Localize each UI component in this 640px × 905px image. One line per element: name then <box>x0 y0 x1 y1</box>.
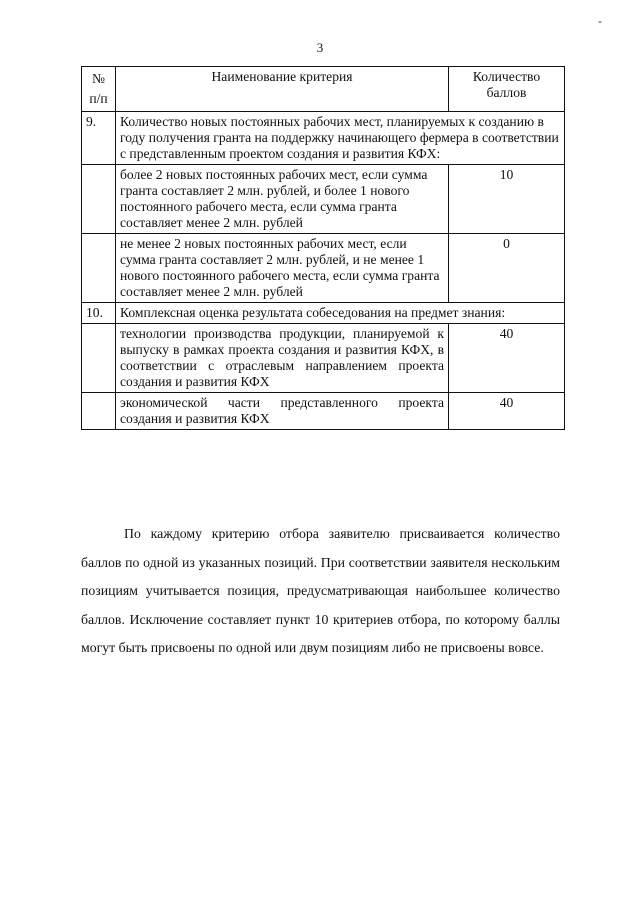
table-row <box>82 393 565 430</box>
option-score: 0 <box>449 234 565 303</box>
criterion-title: Комплексная оценка результата собеседования на предмет знания: <box>116 303 565 324</box>
empty-cell <box>82 234 116 303</box>
table-header-row <box>82 67 565 112</box>
criterion-title: Количество новых постоянных рабочих мест, планируемых к созданию в году получения гранта на поддержку начинающего фермера в соответствии с представленным проектом создания и развития КФХ: <box>116 112 565 165</box>
table-row <box>82 303 565 324</box>
table-row <box>82 324 565 393</box>
body-paragraph: По каждому критерию отбора заявителю присваивается количество баллов по одной из указанных позиций. При соответствии заявителя нескольким позициям учитывается позиция, предусматривающая наибольшее количество баллов. Исключение составляет пункт 10 критериев отбора, по которому баллы могут быть присвоены по одной или двум позициям либо не присвоены вовсе. <box>81 526 560 656</box>
criterion-option: технологии производства продукции, планируемой к выпуску в рамках проекта создания и развития КФХ, в соответствии с отраслевым направлением проекта создания и развития КФХ <box>116 324 449 393</box>
option-score: 40 <box>449 393 565 430</box>
empty-cell <box>82 324 116 393</box>
table-row <box>82 112 565 165</box>
corner-mark: - <box>598 14 602 28</box>
criterion-number: 10. <box>82 303 116 324</box>
option-score: 40 <box>449 324 565 393</box>
criterion-option: не менее 2 новых постоянных рабочих мест, если сумма гранта составляет 2 млн. рублей, и не менее 1 нового постоянного рабочего места, если сумма гранта составляет менее 2 млн. рублей <box>116 234 449 303</box>
table-row <box>82 165 565 234</box>
criterion-option: экономической части представленного проекта создания и развития КФХ <box>116 393 449 430</box>
table-row <box>82 234 565 303</box>
header-score: Количество баллов <box>449 67 565 112</box>
empty-cell <box>82 393 116 430</box>
option-score: 10 <box>449 165 565 234</box>
page-number: 3 <box>316 40 324 55</box>
empty-cell <box>82 165 116 234</box>
header-num: № п/п <box>82 67 116 112</box>
criterion-number: 9. <box>82 112 116 165</box>
header-criterion-name: Наименование критерия <box>116 67 449 112</box>
criteria-table <box>81 66 565 430</box>
criterion-option: более 2 новых постоянных рабочих мест, если сумма гранта составляет 2 млн. рублей, и более 1 нового постоянного рабочего места, если сумма гранта составляет менее 2 млн. рублей <box>116 165 449 234</box>
